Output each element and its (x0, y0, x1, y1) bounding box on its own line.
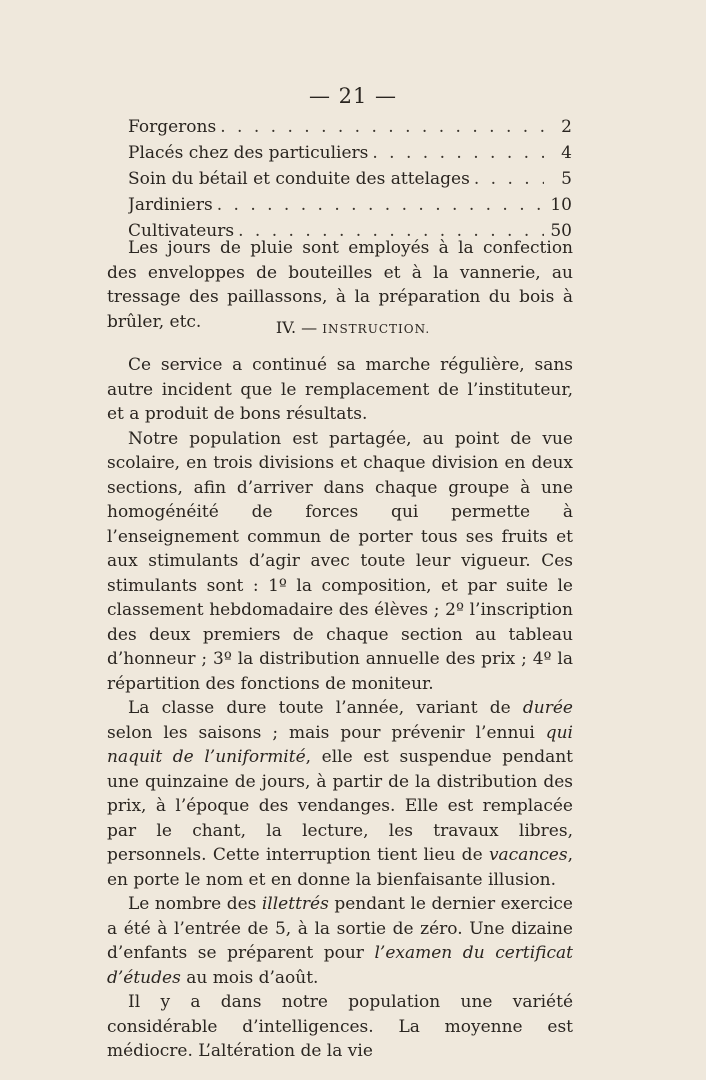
section-number: IV. — (275, 318, 318, 337)
leader-dots (474, 166, 544, 192)
text-run: La classe dure toute l’année, variant de (128, 698, 523, 718)
list-item-count: 5 (561, 169, 572, 189)
list-item-label: Soin du bétail et conduite des attelages (128, 169, 470, 189)
paragraph-1: Ce service a continué sa marche régulière, sans autre incident que le remplacement de l’instituteur, et a produit de bons résultats. (107, 355, 573, 424)
occupation-list (128, 114, 572, 244)
text-run: , elle est suspendue pendant une quinzaine de jours, à partir de la distribution des prix, à l’époque des vendanges. Elle est remplacée par le chant, la lecture, les travaux libres, personnels. Cette interruption tient lieu de (107, 747, 573, 865)
text-run: , en porte le nom et en donne la bienfaisante illusion. (107, 845, 573, 890)
list-item-count: 4 (561, 143, 572, 163)
list-item-label: Cultivateurs (128, 221, 235, 241)
italic-run: qui naquit de l’uniformité (107, 722, 573, 767)
leader-dots (217, 192, 544, 218)
list-item (128, 192, 572, 218)
body-text (107, 353, 573, 1064)
list-item-label: Forgerons (128, 117, 217, 137)
list-item-label: Placés chez des particuliers (128, 143, 369, 163)
italic-run: vacances (488, 845, 568, 865)
leader-dots (220, 114, 544, 140)
paragraph-2: Notre population est partagée, au point de vue scolaire, en trois divisions et chaque division en deux sections, afin d’arriver dans chaque groupe à une homogénéité de forces qui permette à l’enseignement commun de porter tous ses fruits et aux stimulants d’agir avec toute leur vigueur. Ces stimulants sont : 1º la composition, et par suite le classement hebdomadaire des élèves ; 2º l’inscription des deux premiers de chaque section au tableau d’honneur ; 3º la distribution annuelle des prix ; 4º la répartition des fonctions de moniteur. (107, 428, 573, 694)
paragraph-rainy-days: Les jours de pluie sont employés à la confection des enveloppes de bouteilles et à la vannerie, au tressage des paillassons, à la préparation du bois à brûler, etc. (107, 238, 573, 332)
paragraph-5: Il y a dans notre population une variété considérable d’intelligences. La moyenne est médiocre. L’altération de la vie (107, 992, 573, 1061)
page-number: — 21 — (308, 84, 398, 108)
list-item-count: 2 (561, 117, 572, 137)
section-heading (0, 318, 706, 337)
list-item (128, 114, 572, 140)
text-run: au mois d’août. (180, 967, 319, 988)
leader-dots (372, 140, 544, 166)
list-item (128, 166, 572, 192)
section-title: INSTRUCTION. (322, 322, 431, 336)
list-item-count: 50 (550, 221, 572, 241)
paragraph-3 (107, 696, 573, 892)
paragraph-4 (107, 892, 573, 990)
text-run: pendant le dernier exercice a été à l’entrée de 5, à la sortie de zéro. Une dizaine d’enfants se préparent pour (107, 894, 573, 963)
list-item-count: 10 (550, 195, 572, 215)
italic-run: durée (522, 698, 573, 718)
italic-run: l’examen du certificat d’études (107, 943, 574, 988)
list-item-label: Jardiniers (128, 195, 213, 215)
list-item (128, 140, 572, 166)
text-run: selon les saisons ; mais pour prévenir l’ennui (107, 722, 546, 743)
text-run: Le nombre des (128, 894, 262, 914)
italic-run: illettrés (261, 894, 329, 914)
